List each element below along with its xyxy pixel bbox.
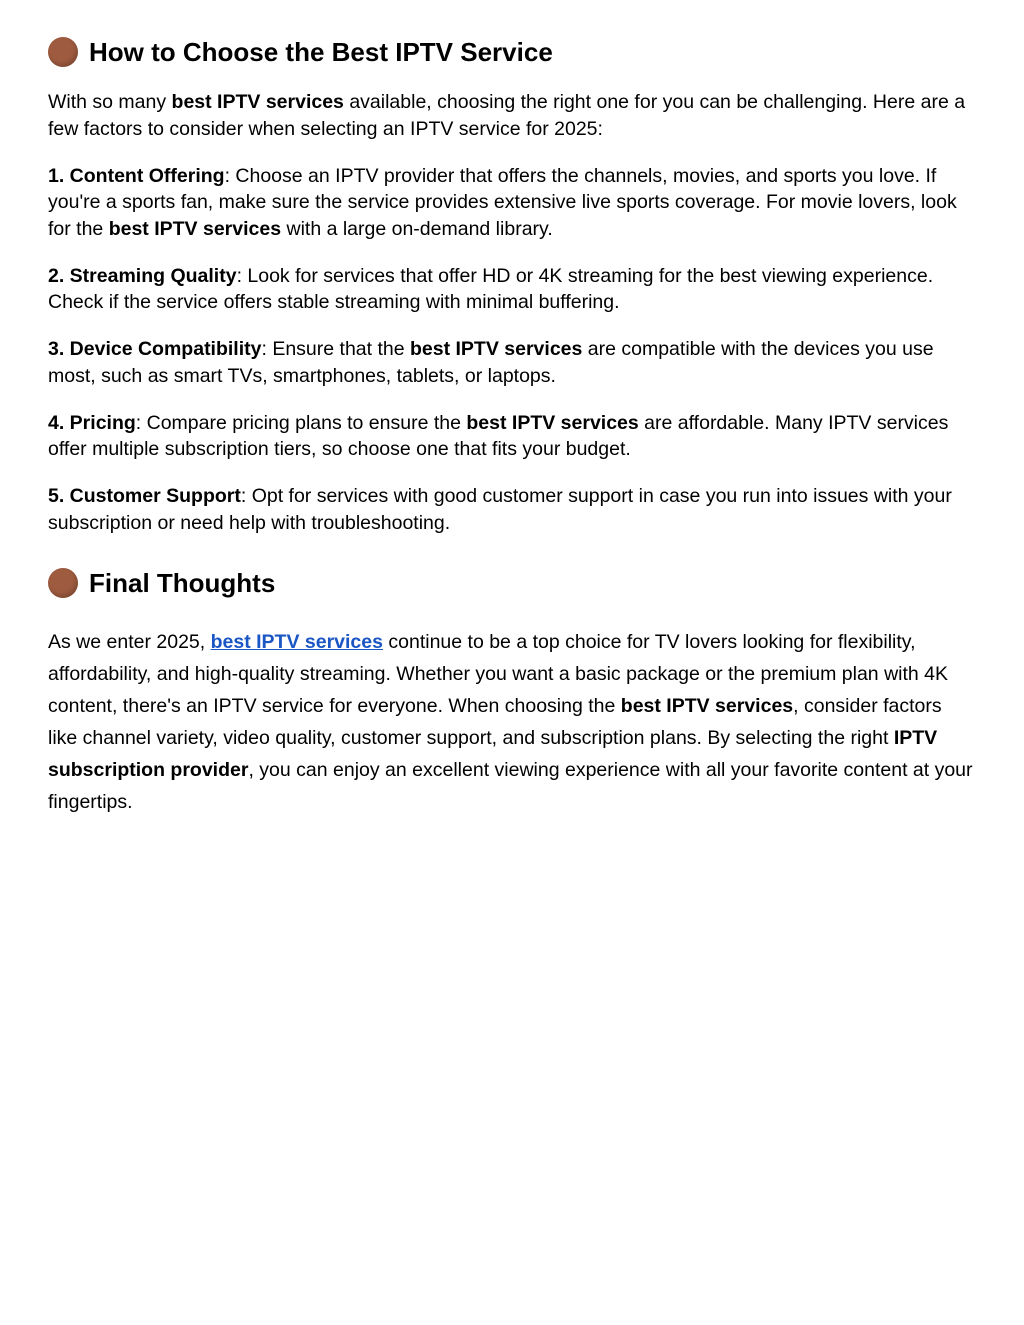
text-run: : Choose an IPTV provider that offers the channels, movies, and sports you love. If you're a sports fan, make sure the service provides extensive live sports coverage. For movie lovers, look for the <box>48 164 957 240</box>
bold-text: best IPTV services <box>410 338 583 360</box>
text-run: available, choosing the right one for you can be challenging. Here are a few factors to consider when selecting an IPTV service for 2025: <box>48 91 966 140</box>
factor-paragraph-customer-support <box>48 483 976 536</box>
factor-title: 2. Streaming Quality <box>48 264 237 287</box>
brown-circle-icon <box>48 568 78 598</box>
text-run: : Ensure that the <box>261 338 410 360</box>
factor-paragraph-content-offering <box>48 163 976 243</box>
bold-text: best IPTV services <box>108 217 282 240</box>
text-run: with a large on-demand library. <box>281 217 553 240</box>
factor-title: 3. Device Compatibility <box>48 338 262 360</box>
text-run: As we enter 2025, <box>48 631 211 653</box>
best-iptv-services-link[interactable]: best IPTV services <box>210 631 383 653</box>
text-run: : Opt for services with good customer support in case you run into issues with your subscription or need help with troubleshooting. <box>48 485 952 534</box>
text-run: , you can enjoy an excellent viewing experience with all your favorite content at your fingertips. <box>48 759 973 813</box>
intro-paragraph <box>48 89 976 142</box>
factor-paragraph-device-compatibility <box>48 336 976 389</box>
heading-text: Final Thoughts <box>89 568 276 598</box>
final-thoughts-paragraph <box>48 626 976 818</box>
factor-title: 1. Content Offering <box>48 164 225 187</box>
text-run: are compatible with the devices you use most, such as smart TVs, smartphones, tablets, or laptops. <box>48 338 934 387</box>
text-run: : Compare pricing plans to ensure the <box>135 411 467 434</box>
bold-text: best IPTV services <box>620 695 794 717</box>
bold-text: IPTV subscription provider <box>48 727 938 781</box>
factor-title: 5. Customer Support <box>48 485 241 507</box>
section-heading-final-thoughts <box>48 568 976 598</box>
section-final-thoughts <box>48 568 976 818</box>
section-heading-how-to-choose <box>48 0 976 67</box>
bold-text: best IPTV services <box>466 411 639 434</box>
text-run: With so many <box>48 91 172 113</box>
factor-paragraph-pricing <box>48 410 976 463</box>
text-run: : Look for services that offer HD or 4K streaming for the best viewing experience. Check if the service offers stable streaming with minimal buffering. <box>48 264 934 313</box>
heading-text: How to Choose the Best IPTV Service <box>89 37 553 67</box>
factor-title: 4. Pricing <box>48 411 136 434</box>
text-run: continue to be a top choice for TV lovers looking for flexibility, affordability, and high-quality streaming. Whether you want a basic package or the premium plan with 4K content, there's an IPTV service for everyone. When choosing the <box>48 631 949 717</box>
factor-paragraph-streaming-quality <box>48 263 976 316</box>
bold-text: best IPTV services <box>171 91 344 113</box>
brown-circle-icon <box>48 37 78 67</box>
section-how-to-choose <box>48 0 976 536</box>
text-run: are affordable. Many IPTV services offer multiple subscription tiers, so choose one that fits your budget. <box>48 411 949 460</box>
text-run: , consider factors like channel variety, video quality, customer support, and subscription plans. By selecting the right <box>48 695 942 749</box>
